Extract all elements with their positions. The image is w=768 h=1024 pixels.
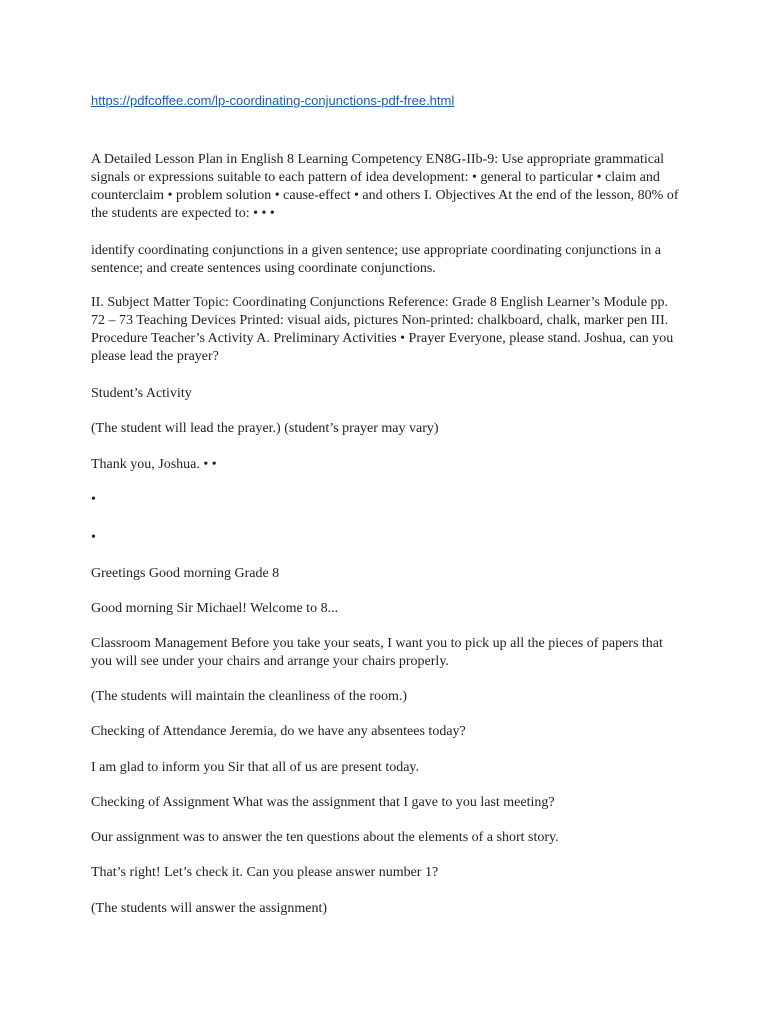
answer-assignment-response: (The students will answer the assignment) — [91, 901, 328, 916]
source-link[interactable]: https://pdfcoffee.com/lp-coordinating-conjunctions-pdf-free.html — [91, 93, 455, 108]
check-assignment-line: That’s right! Let’s check it. Can you please answer number 1? — [91, 865, 439, 880]
greetings-response: Good morning Sir Michael! Welcome to 8... — [91, 601, 339, 616]
attendance-line: Checking of Attendance Jeremia, do we have any absentees today? — [91, 724, 466, 739]
subject-matter-paragraph: II. Subject Matter Topic: Coordinating Conjunctions Reference: Grade 8 English Learner’s Module pp. 72 – 73 Teaching Devices Printed: visual aids, pictures Non-printed: chalkboard, chalk, marker pen III. Procedure Teacher’s Activity A. Preliminary Activities • Prayer Everyone, please stand. Joshua, can you please lead the prayer? — [91, 295, 674, 364]
greetings-line: Greetings Good morning Grade 8 — [91, 566, 280, 581]
cleanliness-response: (The students will maintain the cleanliness of the room.) — [91, 689, 408, 704]
students-activity-heading: Student’s Activity — [91, 386, 192, 401]
objectives-paragraph: identify coordinating conjunctions in a given sentence; use appropriate coordinating conjunctions in a sentence; and create sentences using coordinate conjunctions. — [91, 243, 661, 276]
assignment-line: Checking of Assignment What was the assignment that I gave to you last meeting? — [91, 795, 555, 810]
intro-paragraph: A Detailed Lesson Plan in English 8 Learning Competency EN8G-IIb-9: Use appropriate grammatical signals or expressions suitable to each pattern of idea development: • general to particular • claim and counterclaim • problem solution • cause-effect • and others I. Objectives At the end of the lesson, 80% of the students are expected to: • • • — [91, 152, 679, 221]
thank-you-line: Thank you, Joshua. • • — [91, 457, 217, 472]
attendance-response: I am glad to inform you Sir that all of us are present today. — [91, 760, 420, 775]
assignment-response: Our assignment was to answer the ten questions about the elements of a short story. — [91, 830, 559, 845]
prayer-response: (The student will lead the prayer.) (student’s prayer may vary) — [91, 421, 439, 436]
bullet-line: • — [91, 530, 96, 545]
bullet-line: • — [91, 492, 96, 507]
classroom-management-paragraph: Classroom Management Before you take your seats, I want you to pick up all the pieces of papers that you will see under your chairs and arrange your chairs properly. — [91, 636, 663, 669]
